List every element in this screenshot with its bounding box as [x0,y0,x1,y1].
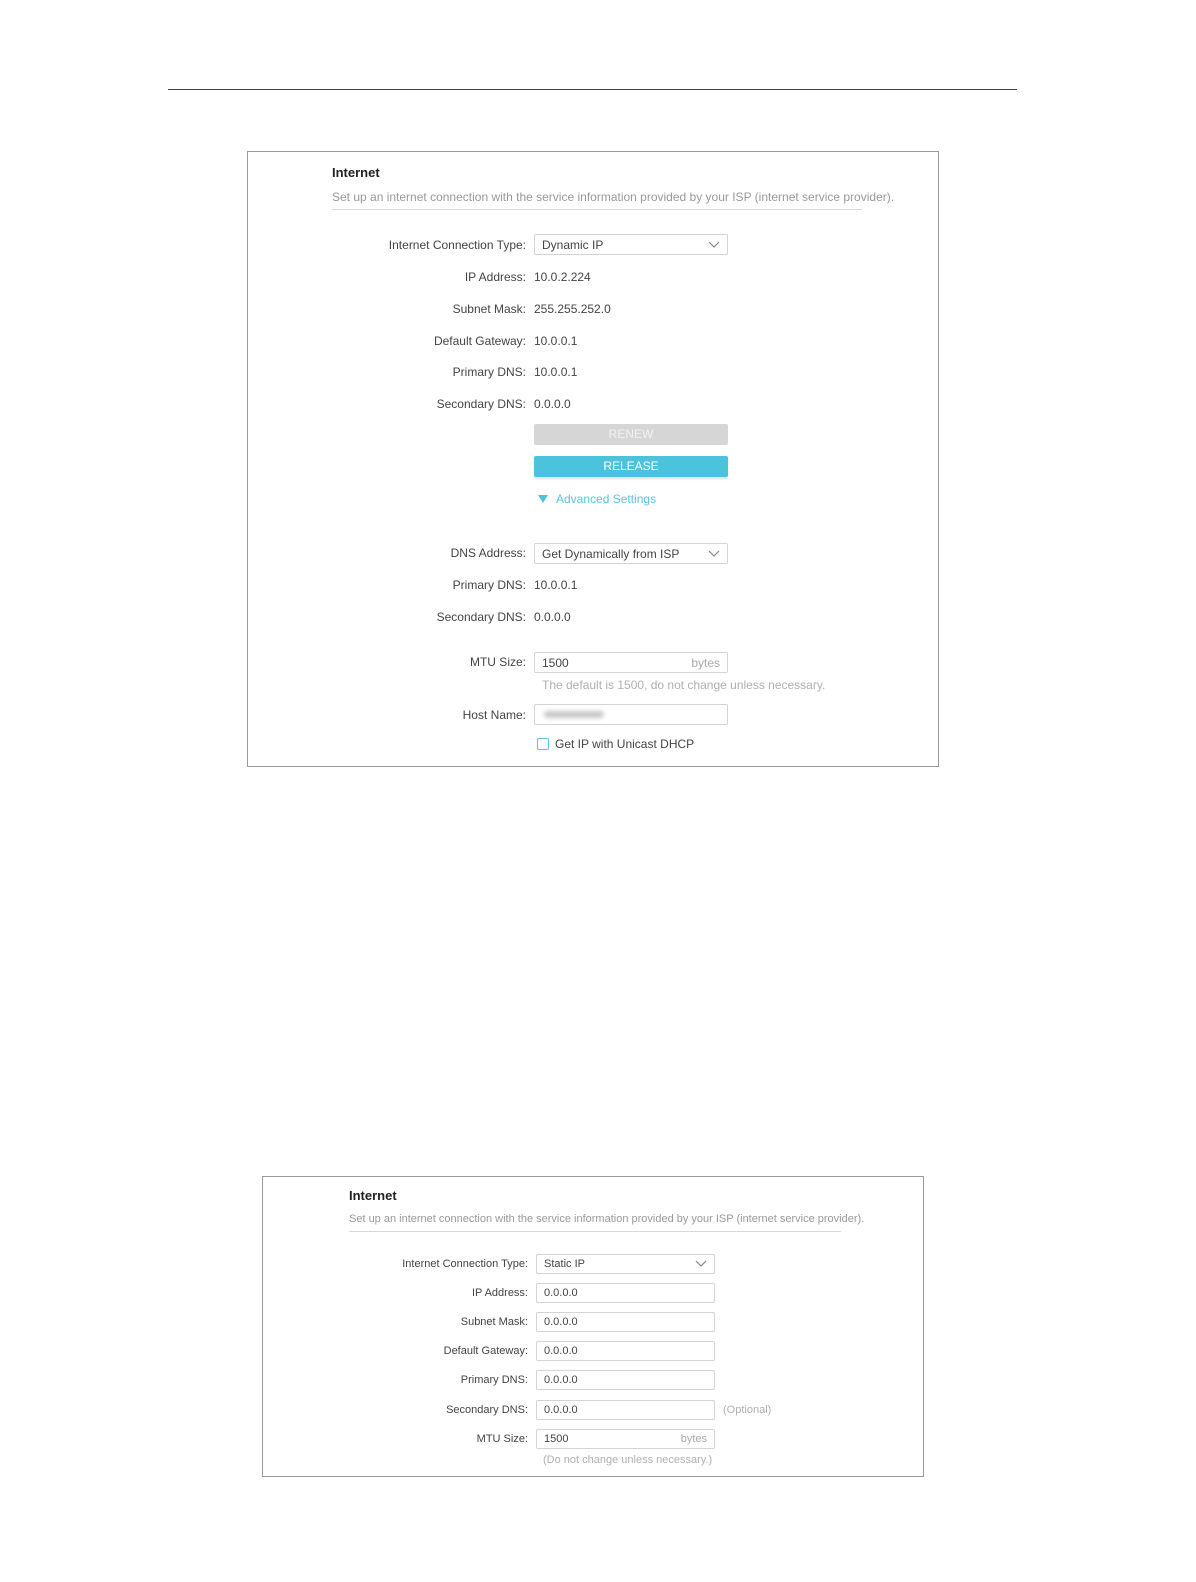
panel-description: Set up an internet connection with the service information provided by your ISP (internet service provider). [332,190,895,204]
subnet-mask-value: 255.255.252.0 [534,302,611,316]
mtu-unit: bytes [691,655,720,670]
ip-address-value: 10.0.2.224 [534,270,591,284]
redacted-host-name [544,711,604,718]
internet-panel-static [262,1176,924,1477]
primary-dns-value: 10.0.0.1 [534,365,578,379]
advanced-secondary-dns-value: 0.0.0.0 [534,610,571,624]
ip-address-input[interactable] [536,1283,715,1303]
mtu-size-input[interactable] [536,1429,715,1449]
mtu-size-value: 1500 [542,655,569,670]
default-gateway-value: 10.0.0.1 [534,334,578,348]
advanced-secondary-dns-label: Secondary DNS: [436,610,526,624]
release-button[interactable]: RELEASE [534,456,728,477]
subnet-mask-input[interactable] [536,1312,715,1332]
caret-down-icon [538,495,548,503]
connection-type-select[interactable] [534,234,728,255]
advanced-primary-dns-label: Primary DNS: [452,578,526,592]
secondary-dns-label: Secondary DNS: [446,1404,528,1416]
mtu-hint: The default is 1500, do not change unless necessary. [542,678,826,692]
panel-description: Set up an internet connection with the service information provided by your ISP (internet service provider). [349,1213,865,1225]
ip-address-label: IP Address: [471,1287,528,1299]
connection-type-label: Internet Connection Type: [402,1258,528,1270]
unicast-dhcp-label: Get IP with Unicast DHCP [555,737,695,751]
chevron-down-icon [708,241,720,249]
default-gateway-input[interactable] [536,1341,715,1361]
primary-dns-input[interactable] [536,1370,715,1390]
connection-type-value: Dynamic IP [542,237,604,252]
subnet-mask-label: Subnet Mask: [452,302,526,316]
ip-address-label: IP Address: [464,270,526,284]
primary-dns-value: 0.0.0.0 [544,1374,578,1386]
subnet-mask-value: 0.0.0.0 [544,1316,578,1328]
unicast-dhcp-checkbox[interactable] [537,737,694,751]
mtu-size-value: 1500 [544,1433,569,1445]
connection-type-select[interactable] [536,1254,715,1274]
panel-divider [349,1231,841,1232]
advanced-settings-label: Advanced Settings [556,492,657,506]
page-header-rule [168,89,1017,90]
connection-type-value: Static IP [544,1258,585,1270]
secondary-dns-input[interactable] [536,1400,715,1420]
primary-dns-label: Primary DNS: [460,1374,528,1386]
chevron-down-icon [708,550,720,558]
checkbox-icon [537,738,549,750]
panel-divider [332,209,862,210]
mtu-size-label: MTU Size: [476,1433,528,1445]
ip-address-value: 0.0.0.0 [544,1287,578,1299]
secondary-dns-label: Secondary DNS: [436,397,526,411]
default-gateway-label: Default Gateway: [443,1345,528,1357]
internet-panel-dynamic [247,151,939,767]
mtu-hint: (Do not change unless necessary.) [543,1454,713,1466]
advanced-primary-dns-value: 10.0.0.1 [534,578,578,592]
dns-address-value: Get Dynamically from ISP [542,546,680,561]
panel-title: Internet [349,1188,397,1203]
primary-dns-label: Primary DNS: [452,365,526,379]
mtu-size-label: MTU Size: [469,655,526,669]
dns-address-label: DNS Address: [450,546,526,560]
mtu-unit: bytes [680,1433,707,1445]
optional-label: (Optional) [723,1404,772,1416]
secondary-dns-value: 0.0.0.0 [544,1404,578,1416]
advanced-settings-toggle[interactable] [538,492,656,506]
subnet-mask-label: Subnet Mask: [460,1316,528,1328]
host-name-label: Host Name: [462,708,526,722]
connection-type-label: Internet Connection Type: [388,238,526,252]
dns-address-select[interactable] [534,543,728,564]
mtu-size-input[interactable] [534,652,728,673]
default-gateway-label: Default Gateway: [433,334,526,348]
chevron-down-icon [695,1260,707,1268]
host-name-input[interactable] [534,704,728,725]
secondary-dns-value: 0.0.0.0 [534,397,571,411]
default-gateway-value: 0.0.0.0 [544,1345,578,1357]
panel-title: Internet [332,165,380,180]
renew-button[interactable]: RENEW [534,424,728,445]
